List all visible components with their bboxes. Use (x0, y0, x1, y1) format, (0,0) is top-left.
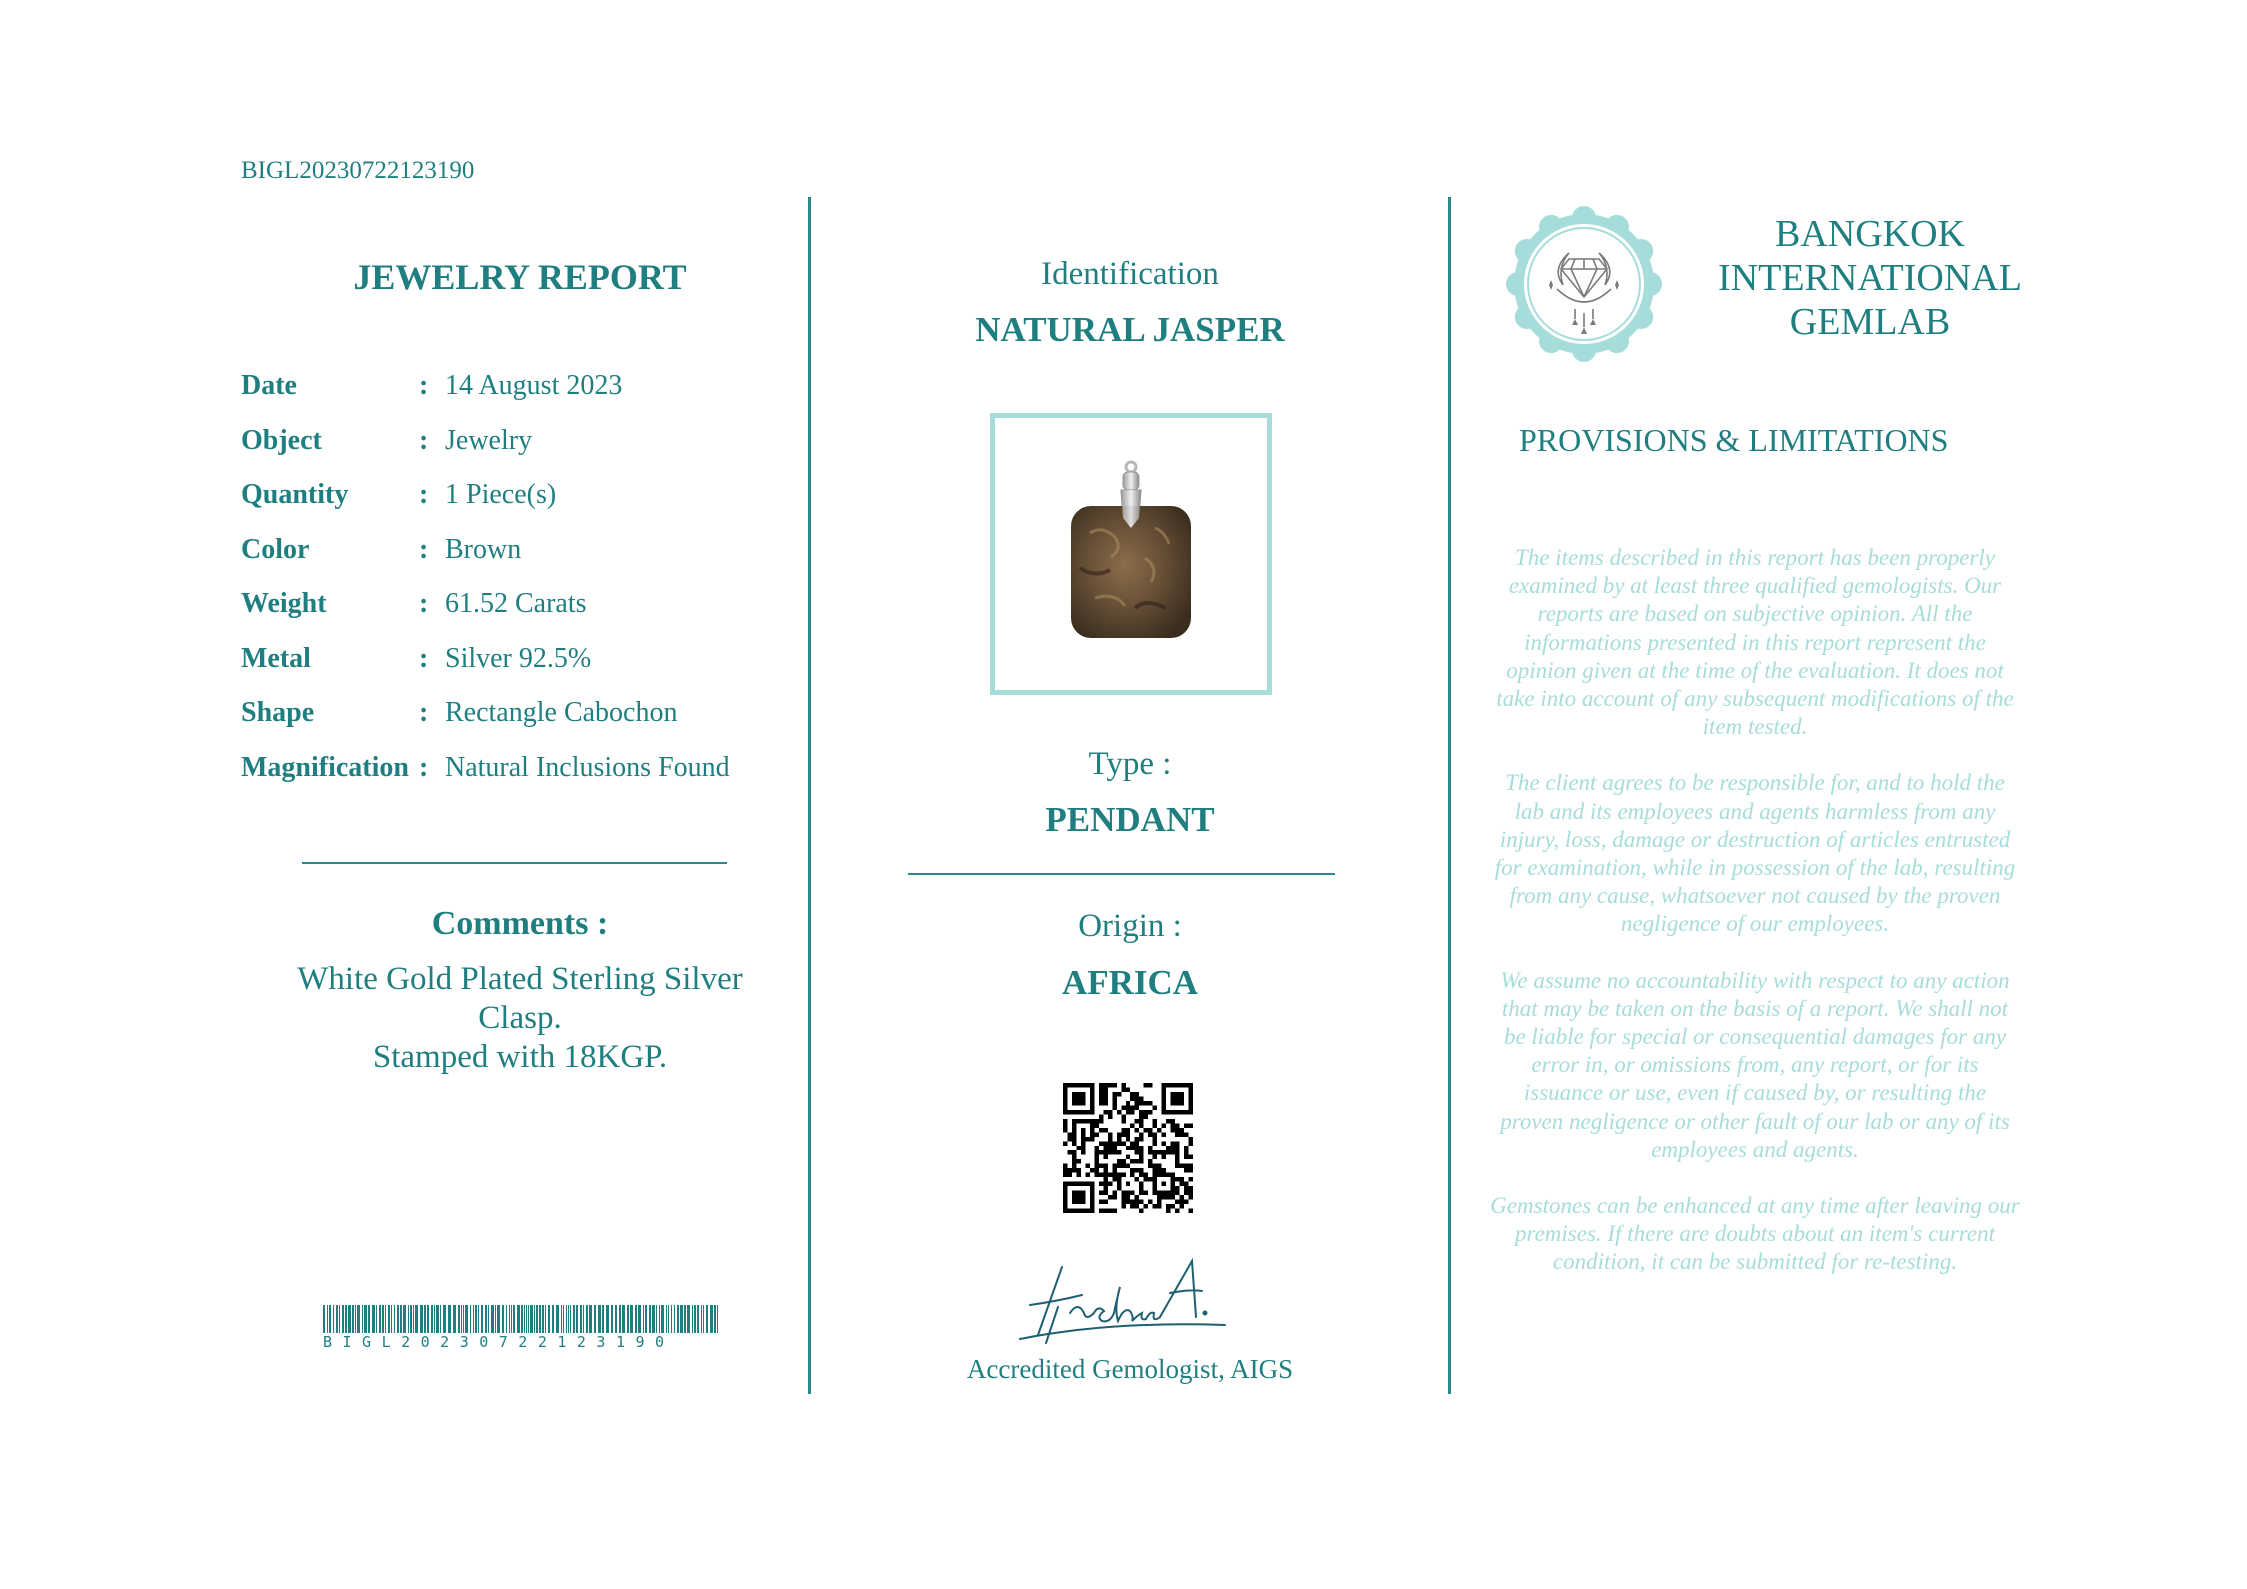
detail-row-object (241, 425, 801, 480)
barcode-text: BIGL20230722123190 (323, 1333, 675, 1351)
detail-label: Metal (241, 642, 311, 674)
section-divider (302, 862, 727, 864)
detail-value: Rectangle Cabochon (445, 697, 678, 728)
signature-icon (1010, 1257, 1235, 1347)
section-divider (908, 873, 1335, 875)
details-list (241, 370, 801, 806)
comments-line: Clasp. (478, 1000, 562, 1036)
lab-name-line: BANGKOK (1775, 213, 1965, 255)
qr-code-icon (1063, 1083, 1193, 1213)
detail-label: Weight (241, 588, 327, 619)
provisions-title: PROVISIONS & LIMITATIONS (1519, 422, 1949, 458)
detail-value: Silver 92.5% (445, 642, 592, 674)
provisions-paragraph: The items described in this report has been properly examined by at least three qualified gemologists. Our reports are based on subjective opinion. All the informations presented in this report represent the opinion given at the time of the evaluation. It does not take into account of any subsequent modifications of the item tested. (1496, 545, 2014, 740)
column-divider-right (1448, 197, 1451, 1394)
provisions-paragraph: Gemstones can be enhanced at any time after leaving our premises. If there are doubts about an item's current condition, it can be submitted for re-testing. (1490, 1193, 2020, 1275)
detail-row-shape (241, 697, 801, 752)
comments-line: Stamped with 18KGP. (372, 1039, 668, 1075)
comments-line: White Gold Plated Sterling Silver (297, 961, 743, 997)
detail-label: Color (241, 533, 310, 565)
detail-colon: : (419, 697, 429, 728)
provisions-paragraph: We assume no accountability with respect to any action that may be taken on the basis of a report. We shall not be liable for special or consequential damages for any error in, or omissions from, any report, or for its issuance or use, even if caused by, or resulting the proven negligence or other fault of our lab or any of its employees and agents. (1500, 967, 2010, 1162)
provisions-body (1490, 544, 2020, 1305)
report-title: JEWELRY REPORT (353, 257, 687, 297)
detail-colon: : (419, 642, 429, 674)
comments-title: Comments : (431, 905, 609, 942)
detail-label: Object (241, 424, 322, 456)
origin-value: AFRICA (1061, 963, 1199, 1002)
comments-body (270, 960, 770, 1077)
type-label: Type : (1088, 746, 1172, 782)
detail-colon: : (419, 479, 429, 510)
detail-row-magnification (241, 752, 801, 807)
detail-row-metal (241, 643, 801, 698)
detail-colon: : (419, 751, 429, 783)
report-id: BIGL20230722123190 (241, 157, 475, 184)
lab-logo-icon (1505, 205, 1663, 363)
detail-label: Shape (241, 697, 315, 728)
signature-caption: Accredited Gemologist, AIGS (966, 1354, 1294, 1384)
identification-label: Identification (1041, 256, 1219, 292)
detail-value: Natural Inclusions Found (445, 751, 730, 783)
detail-value: 14 August 2023 (445, 370, 623, 401)
detail-row-weight (241, 588, 801, 643)
origin-label: Origin : (1078, 908, 1182, 944)
detail-label: Magnification (241, 751, 409, 783)
detail-value: 1 Piece(s) (445, 479, 557, 510)
gem-photo (990, 413, 1272, 695)
detail-row-quantity (241, 479, 801, 534)
detail-colon: : (419, 588, 429, 619)
detail-row-date (241, 370, 801, 425)
detail-value: 61.52 Carats (445, 588, 587, 619)
detail-value: Brown (445, 533, 522, 565)
type-value: PENDANT (1045, 800, 1215, 839)
column-divider-left (808, 197, 811, 1394)
lab-name (1705, 212, 2035, 344)
detail-colon: : (419, 370, 429, 401)
lab-name-line: GEMLAB (1789, 301, 1951, 343)
pendant-image (995, 418, 1267, 690)
detail-value: Jewelry (445, 424, 533, 456)
detail-label: Quantity (241, 479, 349, 510)
detail-colon: : (419, 533, 429, 565)
detail-label: Date (241, 370, 297, 401)
lab-name-line: INTERNATIONAL (1718, 257, 2022, 299)
provisions-paragraph: The client agrees to be responsible for, and to hold the lab and its employees and agents harmless from any injury, loss, damage or destruction of articles entrusted for examination, while in possession of the lab, resulting from any cause, whatsoever not caused by the proven negligence of our employees. (1494, 770, 2016, 937)
detail-colon: : (419, 424, 429, 456)
identification-value: NATURAL JASPER (975, 310, 1285, 349)
detail-row-color (241, 534, 801, 589)
